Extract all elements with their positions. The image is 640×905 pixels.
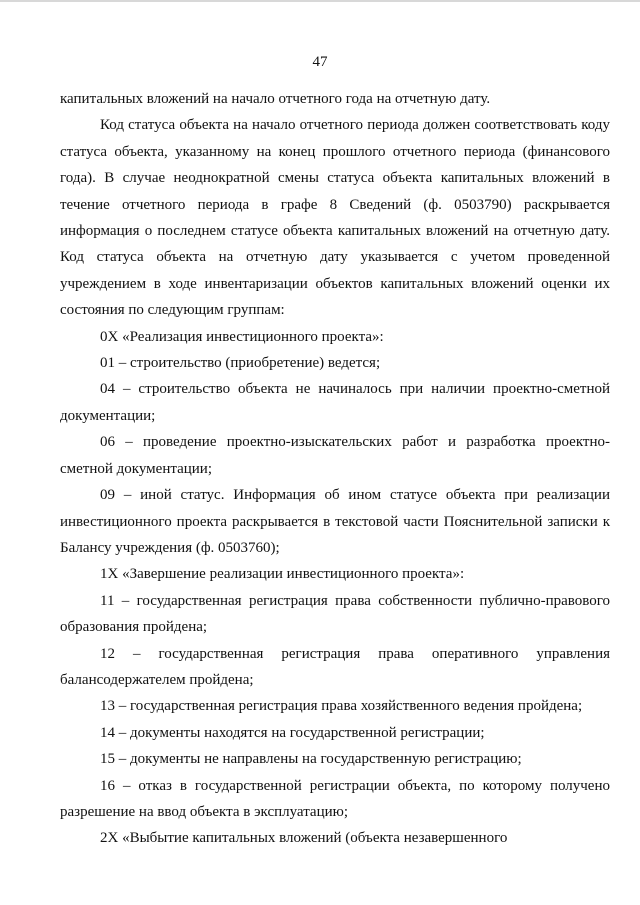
group-heading-0x: 0Х «Реализация инвестиционного проекта»: [100, 328, 384, 345]
status-item-06: 06 – проведение проектно-изыскательских работ и разработка проектно-сметной документации; [60, 434, 610, 477]
status-item-15: 15 – документы не направлены на государственную регистрацию; [100, 751, 522, 768]
status-item-13: 13 – государственная регистрация права хозяйственного ведения пройдена; [100, 698, 583, 715]
status-item-11: 11 – государственная регистрация права собственности публично-правового образования пройдена; [60, 592, 610, 636]
status-item-12: 12 – государственная регистрация права оперативного управления балансодержателем пройдена; [60, 645, 610, 688]
status-item-09: 09 – иной статус. Информация об ином статусе объекта при реализации инвестиционного проекта раскрывается в текстовой части Пояснительной записки к Балансу учреждения (ф. 0503760); [60, 487, 610, 556]
status-item-04: 04 – строительство объекта не начиналось при наличии проектно-сметной документации; [60, 381, 610, 424]
page-top-edge [0, 0, 640, 2]
page-number: 47 [312, 54, 328, 70]
status-item-14: 14 – документы находятся на государственной регистрации; [100, 724, 485, 741]
document-body [60, 86, 610, 852]
paragraph-status-code-intro: Код статуса объекта на начало отчетного периода должен соответствовать коду статуса объекта, указанному на конец прошлого отчетного периода (финансового года). В случае неоднократной смены статуса объекта капитальных вложений в течение отчетного периода в графе 8 Сведений (ф. 0503790) раскрывается информация о последнем статусе объекта капитальных вложений на отчетную дату. Код статуса объекта на отчетную дату указывается с учетом проведенной учреждением в ходе инвентаризации объектов капитальных вложений оценки их состояния по следующим группам: [60, 117, 610, 319]
group-heading-1x: 1Х «Завершение реализации инвестиционного проекта»: [100, 566, 465, 583]
paragraph-continuation: капитальных вложений на начало отчетного года на отчетную дату. [60, 91, 491, 107]
status-item-16: 16 – отказ в государственной регистрации объекта, по которому получено разрешение на ввод объекта в эксплуатацию; [60, 777, 610, 820]
group-heading-2x: 2Х «Выбытие капитальных вложений (объекта незавершенного [100, 830, 508, 847]
status-item-01: 01 – строительство (приобретение) ведется; [100, 355, 381, 372]
